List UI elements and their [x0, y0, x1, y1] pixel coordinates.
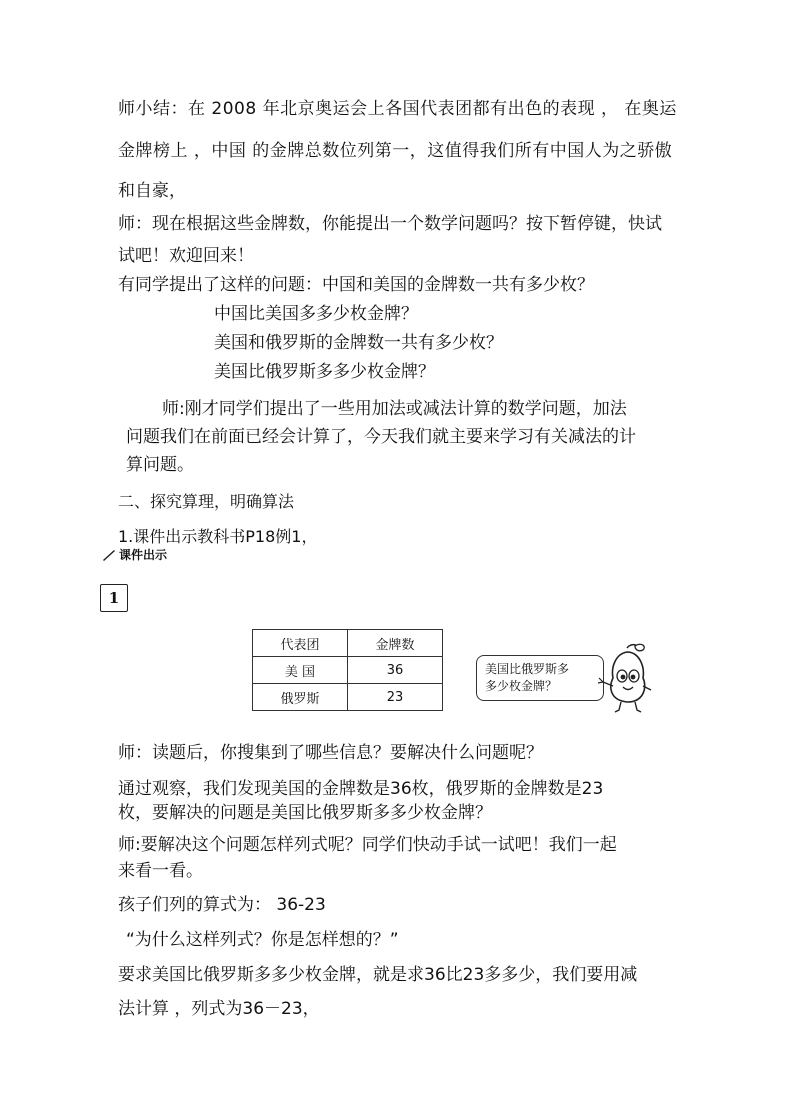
table-cell: 俄罗斯 [253, 684, 348, 711]
courseware-tag-label: 课件出示 [119, 548, 168, 562]
formula-prompt-line-1: 师:要解决这个问题怎样列式呢？同学们快动手试一试吧！我们一起 [118, 835, 617, 855]
pear-mascot-icon [597, 642, 659, 718]
observation-line-1: 通过观察，我们发现美国的金牌数是36枚，俄罗斯的金牌数是23 [118, 779, 604, 799]
summary-line-1: 师小结：在 2008 年北京奥运会上各国代表团都有出色的表现 ， 在奥运 [118, 99, 677, 119]
formula-prompt-line-2: 来看一看。 [118, 861, 203, 881]
student-formula-line: 孩子们列的算式为： 36-23 [118, 895, 326, 915]
book-pen-icon [102, 548, 116, 562]
observation-line-2: 枚，要解决的问题是美国比俄罗斯多多少枚金牌？ [118, 803, 492, 823]
bubble-line-1: 美国比俄罗斯多 [485, 662, 570, 676]
courseware-tag [102, 546, 167, 563]
prompt-line-1: 师：现在根据这些金牌数，你能提出一个数学问题吗？按下暂停键，快试 [118, 214, 662, 234]
question-3: 美国比俄罗斯多多少枚金牌？ [214, 362, 435, 382]
question-2: 美国和俄罗斯的金牌数一共有多少枚？ [214, 333, 503, 353]
prompt-line-2: 试吧！欢迎回来！ [118, 246, 254, 266]
table-header: 代表团 [253, 630, 348, 657]
table-cell: 美 国 [253, 657, 348, 684]
medal-table [252, 629, 443, 711]
question-1: 中国比美国多多少枚金牌？ [214, 304, 418, 324]
question-intro: 有同学提出了这样的问题：中国和美国的金牌数一共有多少枚？ [118, 275, 594, 295]
table-cell: 36 [348, 657, 443, 684]
table-cell: 23 [348, 684, 443, 711]
explanation-line-1: 要求美国比俄罗斯多多少枚金牌，就是求36比23多多少，我们要用减 [118, 965, 638, 985]
teacher-line-1: 师:刚才同学们提出了一些用加法或减法计算的数学问题，加法 [162, 399, 627, 419]
table-row [253, 657, 443, 684]
section-heading: 二、探究算理，明确算法 [118, 492, 295, 511]
item-1: 1.课件出示教科书P18例1， [118, 527, 318, 546]
why-question-line: “为什么这样列式？你是怎样想的？” [126, 930, 399, 950]
table-row [253, 684, 443, 711]
read-question-line: 师：读题后，你搜集到了哪些信息？要解决什么问题呢？ [118, 743, 543, 763]
teacher-line-2: 问题我们在前面已经会计算了，今天我们就主要来学习有关减法的计 [126, 427, 636, 447]
explanation-line-2: 法计算 ，列式为36－23， [118, 999, 320, 1019]
bubble-line-2: 多少枚金牌？ [485, 679, 558, 693]
example-number: 1 [100, 584, 128, 612]
summary-line-2: 金牌榜上 ，中国 的金牌总数位列第一，这值得我们所有中国人为之骄傲 [118, 141, 673, 161]
summary-line-3: 和自豪， [118, 181, 186, 201]
teacher-line-3: 算问题。 [126, 455, 194, 475]
table-header-row [253, 630, 443, 657]
table-header: 金牌数 [348, 630, 443, 657]
speech-bubble [476, 655, 604, 701]
